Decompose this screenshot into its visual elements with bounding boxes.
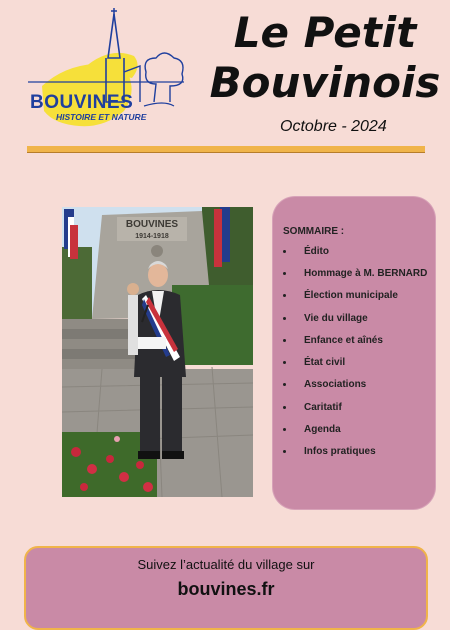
toc-title: SOMMAIRE : bbox=[283, 226, 345, 237]
monument-text: BOUVINES bbox=[125, 219, 179, 230]
toc-item-label: Édito bbox=[304, 245, 329, 257]
toc-item-label: Hommage à M. BERNARD bbox=[304, 267, 428, 279]
bullet-icon bbox=[283, 450, 286, 453]
bullet-icon bbox=[283, 317, 286, 320]
bouvines-logo bbox=[24, 6, 194, 134]
toc-item-label: Vie du village bbox=[304, 312, 368, 324]
toc-item bbox=[281, 396, 427, 418]
toc-item-label: Associations bbox=[304, 379, 367, 391]
toc-item bbox=[281, 374, 427, 396]
issue-date: Octobre - 2024 bbox=[280, 118, 387, 135]
cover-photo bbox=[62, 207, 253, 497]
toc-item bbox=[281, 285, 427, 307]
bullet-icon bbox=[283, 294, 286, 297]
toc-item bbox=[281, 329, 427, 351]
toc-item-label: Agenda bbox=[304, 424, 341, 436]
logo-tagline: HISTOIRE ET NATURE bbox=[56, 112, 147, 122]
toc-list bbox=[281, 240, 427, 463]
toc-item bbox=[281, 240, 427, 262]
table-of-contents bbox=[273, 197, 435, 509]
bullet-icon bbox=[283, 406, 286, 409]
bullet-icon bbox=[283, 339, 286, 342]
website-link[interactable]: bouvines.fr bbox=[177, 579, 275, 599]
toc-item-label: Élection municipale bbox=[304, 290, 398, 302]
header-divider bbox=[27, 146, 425, 152]
title-line-1: Le Petit bbox=[233, 8, 417, 57]
newsletter-title bbox=[205, 8, 445, 108]
toc-item-label: Caritatif bbox=[304, 401, 342, 413]
website-banner bbox=[24, 546, 428, 630]
mayor-speech-photo-icon bbox=[62, 207, 253, 497]
bullet-icon bbox=[283, 383, 286, 386]
bullet-icon bbox=[283, 250, 286, 253]
toc-item bbox=[281, 441, 427, 463]
toc-item-label: Infos pratiques bbox=[304, 446, 376, 458]
banner-text: Suivez l’actualité du village sur bbox=[137, 557, 315, 572]
bullet-icon bbox=[283, 428, 286, 431]
toc-item bbox=[281, 418, 427, 440]
toc-item bbox=[281, 262, 427, 284]
toc-item-label: Enfance et aînés bbox=[304, 334, 383, 346]
title-line-2: Bouvinois bbox=[209, 58, 441, 107]
bullet-icon bbox=[283, 361, 286, 364]
bullet-icon bbox=[283, 272, 286, 275]
monument-dates: 1914-1918 bbox=[135, 233, 169, 240]
toc-item bbox=[281, 351, 427, 373]
toc-item-label: État civil bbox=[304, 357, 346, 369]
logo-name: BOUVINES bbox=[30, 92, 134, 113]
toc-item bbox=[281, 307, 427, 329]
